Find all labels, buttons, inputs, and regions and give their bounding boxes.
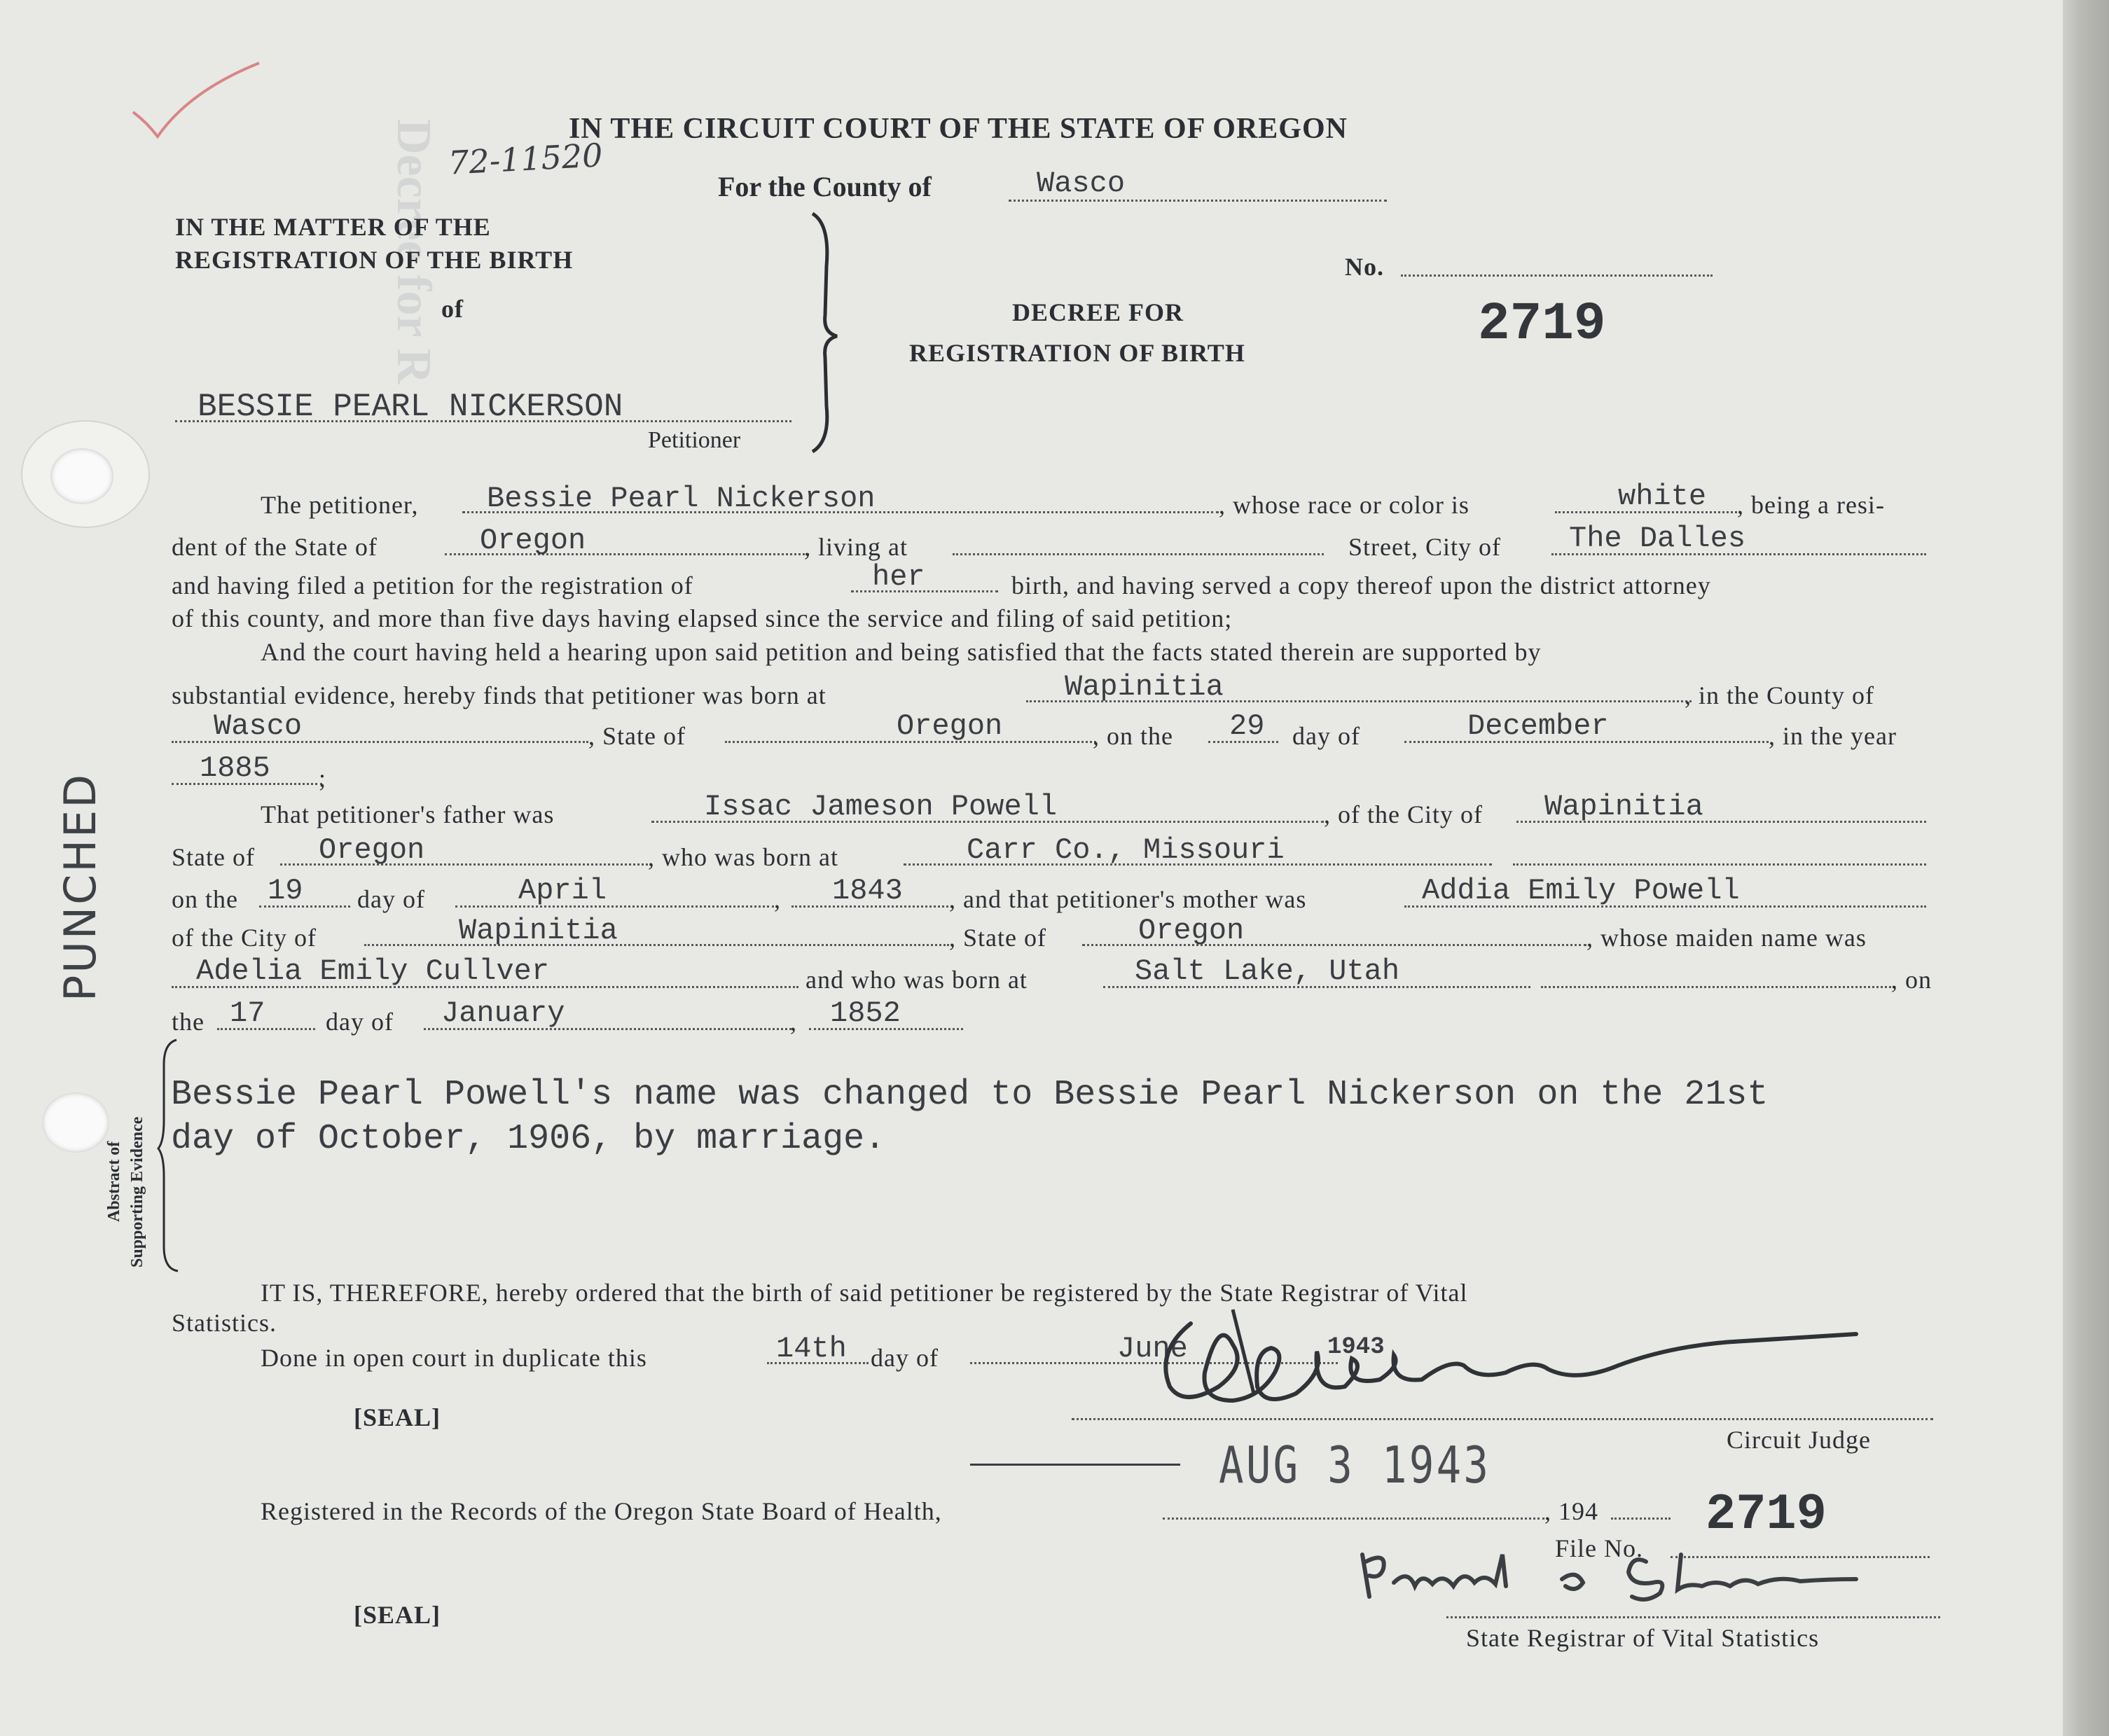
county-value: Wasco xyxy=(1037,167,1126,200)
done-year: 1943 xyxy=(1327,1334,1385,1361)
done-day: 14th xyxy=(776,1332,847,1366)
p3-a: and having filed a petition for the registration of xyxy=(172,571,693,599)
done-month: June xyxy=(1117,1332,1188,1366)
father-month: April xyxy=(518,874,607,908)
mother-state: Oregon xyxy=(1138,914,1245,947)
matter-line-1: IN THE MATTER OF THE xyxy=(175,213,491,241)
p8-a: That petitioner's father was xyxy=(261,800,555,828)
mother-day: 17 xyxy=(230,997,265,1030)
birth-year: 1885 xyxy=(200,751,270,785)
father-state: Oregon xyxy=(319,833,425,867)
comma-2: , xyxy=(790,1008,797,1036)
comma: , xyxy=(774,885,781,913)
registrar-label: State Registrar of Vital Statistics xyxy=(1466,1624,1820,1652)
p2-c: Street, City of xyxy=(1348,533,1501,561)
p7-d: , in the year xyxy=(1769,722,1897,750)
mother-birthplace: Salt Lake, Utah xyxy=(1135,954,1400,988)
p2-a: dent of the State of xyxy=(172,533,378,561)
judge-signature xyxy=(1114,1303,1898,1429)
p12-b: , on xyxy=(1891,966,1932,994)
birth-month: December xyxy=(1467,709,1609,743)
petitioner: Bessie Pearl Nickerson xyxy=(487,482,876,515)
petitioner-name: BESSIE PEARL NICKERSON xyxy=(198,389,623,425)
matter-brace xyxy=(805,210,848,455)
court-title: IN THE CIRCUIT COURT OF THE STATE OF OREGON xyxy=(569,113,1348,145)
father-city: Wapinitia xyxy=(1544,790,1703,824)
abstract-line-2: day of October, 1906, by marriage. xyxy=(171,1119,886,1159)
mother-year: 1852 xyxy=(830,997,901,1030)
birth-county: Wasco xyxy=(214,709,303,743)
address-line xyxy=(953,553,1324,555)
judge-line xyxy=(1072,1418,1933,1420)
mother-city-line xyxy=(364,944,949,946)
decree-line-1: DECREE FOR xyxy=(1012,298,1184,326)
punch-hole-bottom xyxy=(42,1092,109,1153)
order-line-2: Statistics. xyxy=(172,1309,277,1337)
state: Oregon xyxy=(480,524,586,557)
mother-birthplace-line-2 xyxy=(1541,986,1895,988)
decree-no-line xyxy=(1401,275,1713,277)
race: white xyxy=(1618,480,1707,513)
paper-edge xyxy=(2063,0,2109,1736)
stamp-rule xyxy=(970,1464,1180,1466)
p11-b: , State of xyxy=(949,924,1046,952)
p6-a: substantial evidence, hereby finds that petitioner was born at xyxy=(172,681,827,709)
mother-month: January xyxy=(441,997,565,1030)
p7-a: , State of xyxy=(588,722,686,750)
p12-a: and who was born at xyxy=(805,966,1028,994)
p3-b: birth, and having served a copy thereof upon the district attorney xyxy=(1011,571,1711,599)
seal-2: [SEAL] xyxy=(354,1601,441,1629)
order-line-1: IT IS, THEREFORE, hereby ordered that the birth of said petitioner be registered by the State Registrar of Vital xyxy=(261,1279,1468,1307)
matter-of: of xyxy=(441,295,464,323)
father: Issac Jameson Powell xyxy=(704,790,1058,824)
county-label: For the County of xyxy=(718,171,932,202)
abstract-label-1: Abstract of xyxy=(105,1141,123,1222)
birth-day: 29 xyxy=(1229,709,1265,743)
mother-city: Wapinitia xyxy=(459,914,618,947)
p8-b: , of the City of xyxy=(1324,800,1483,828)
p11-c: , whose maiden name was xyxy=(1586,924,1867,952)
father-month-line xyxy=(455,905,774,908)
p11-a: of the City of xyxy=(172,924,317,952)
red-checkmark xyxy=(126,56,266,147)
p1-a: The petitioner, xyxy=(261,491,419,519)
p1-b: , whose race or color is xyxy=(1219,491,1470,519)
petitioner-label: Petitioner xyxy=(648,427,741,453)
abstract-label-2: Supporting Evidence xyxy=(128,1116,146,1268)
p2-b: , living at xyxy=(804,533,908,561)
p1-c: , being a resi- xyxy=(1737,491,1885,519)
decree-line-2: REGISTRATION OF BIRTH xyxy=(909,339,1245,367)
city: The Dalles xyxy=(1569,522,1746,555)
father-birthplace: Carr Co., Missouri xyxy=(967,833,1285,867)
p13-a: the xyxy=(172,1008,205,1036)
p10-b: day of xyxy=(357,885,425,913)
mother: Addia Emily Powell xyxy=(1422,874,1740,908)
received-stamp: AUG 3 1943 xyxy=(1219,1436,1491,1494)
p4: of this county, and more than five days having elapsed since the service and filing of said petition; xyxy=(172,604,1233,632)
judge-label: Circuit Judge xyxy=(1727,1426,1871,1454)
p7-c: day of xyxy=(1292,722,1360,750)
file-label: File No. xyxy=(1555,1534,1644,1562)
registered-date-line xyxy=(1163,1518,1544,1520)
birth-state: Oregon xyxy=(897,709,1003,743)
decree-number: 2719 xyxy=(1478,294,1606,354)
registrar-signature xyxy=(1352,1541,1884,1625)
seal-1: [SEAL] xyxy=(354,1403,441,1431)
registered-year: , 194 xyxy=(1544,1497,1598,1525)
p9-b: , who was born at xyxy=(648,843,838,871)
pronoun: her xyxy=(872,560,925,594)
done-b: day of xyxy=(871,1344,939,1372)
maiden: Adelia Emily Cullver xyxy=(196,954,550,988)
birthplace: Wapinitia xyxy=(1065,670,1224,704)
handwritten-file-number: 72-11520 xyxy=(447,136,604,182)
punch-hole-top xyxy=(50,448,113,504)
p5: And the court having held a hearing upon said petition and being satisfied that the facts stated therein are supported by xyxy=(261,638,1542,666)
abstract-line-1: Bessie Pearl Powell's name was changed to Bessie Pearl Nickerson on the 21st xyxy=(171,1075,1769,1115)
registered-text: Registered in the Records of the Oregon State Board of Health, xyxy=(261,1497,942,1525)
p9-a: State of xyxy=(172,843,255,871)
p6-b: , in the County of xyxy=(1685,681,1874,709)
registrar-line xyxy=(1446,1616,1940,1618)
p7-b: , on the xyxy=(1093,722,1173,750)
matter-line-2: REGISTRATION OF THE BIRTH xyxy=(175,246,574,274)
semicolon: ; xyxy=(319,764,327,792)
bleed-through-text: Decree for R xyxy=(387,119,441,384)
file-number: 2719 xyxy=(1706,1486,1827,1543)
p10-a: on the xyxy=(172,885,238,913)
done-a: Done in open court in duplicate this xyxy=(261,1344,647,1372)
father-day: 19 xyxy=(268,874,303,908)
father-birthplace-line-2 xyxy=(1513,863,1926,866)
decree-no-label: No. xyxy=(1345,253,1384,281)
p10-c: , and that petitioner's mother was xyxy=(949,885,1307,913)
p13-b: day of xyxy=(326,1008,394,1036)
registered-year-line xyxy=(1611,1518,1671,1520)
father-year: 1843 xyxy=(832,874,903,908)
punched-stamp: PUNCHED xyxy=(55,772,106,1001)
